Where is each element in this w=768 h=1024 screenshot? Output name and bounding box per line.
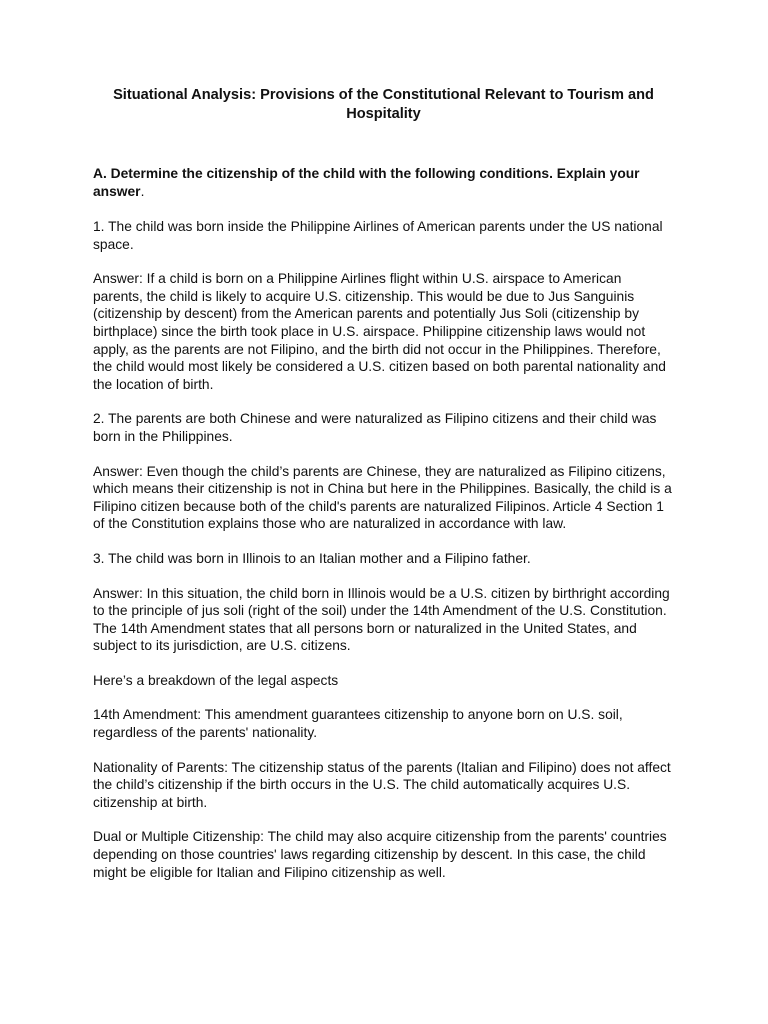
section-a-heading <box>93 165 674 201</box>
breakdown-14th-amendment: 14th Amendment: This amendment guarantees citizenship to anyone born on U.S. soil, regardless of the parents' nationality. <box>93 707 623 741</box>
section-a-heading-bold: A. Determine the citizenship of the child with the following conditions. Explain your answer <box>93 166 640 199</box>
breakdown-dual-citizenship: Dual or Multiple Citizenship: The child may also acquire citizenship from the parents' countries depending on those countries' laws regarding citizenship by descent. In this case, the child might be eligible for Italian and Filipino citizenship as well. <box>93 829 667 880</box>
question-1: 1. The child was born inside the Philippine Airlines of American parents under the US national space. <box>93 219 663 252</box>
document-title: Situational Analysis: Provisions of the Constitutional Relevant to Tourism and Hospitality <box>113 87 654 122</box>
answer-1: Answer: If a child is born on a Philippine Airlines flight within U.S. airspace to American parents, the child is likely to acquire U.S. citizenship. This would be due to Jus Sanguinis (citizenship by descent) from the American parents and potentially Jus Soli (citizenship by birthplace) since the birth took place in U.S. airspace. Philippine citizenship laws would not apply, as the parents are not Filipino, and the birth did not occur in the Philippines. Therefore, the child would most likely be considered a U.S. citizen based on both parental nationality and the location of birth. <box>93 271 666 392</box>
breakdown-intro: Here’s a breakdown of the legal aspects <box>93 672 339 688</box>
section-a-heading-tail: . <box>140 184 145 199</box>
breakdown-nationality-of-parents: Nationality of Parents: The citizenship status of the parents (Italian and Filipino) does not affect the child’s citizenship if the birth occurs in the U.S. The child automatically acquires U.S. citizenship at birth. <box>93 759 671 810</box>
question-3: 3. The child was born in Illinois to an Italian mother and a Filipino father. <box>93 550 531 566</box>
answer-3: Answer: In this situation, the child born in Illinois would be a U.S. citizen by birthright according to the principle of jus soli (right of the soil) under the 14th Amendment of the U.S. Constitution. The 14th Amendment states that all persons born or naturalized in the United States, and subject to its jurisdiction, are U.S. citizens. <box>93 585 670 654</box>
answer-2: Answer: Even though the child’s parents are Chinese, they are naturalized as Filipino citizens, which means their citizenship is not in China but here in the Philippines. Basically, the child is a Filipino citizen because both of the child's parents are naturalized Filipinos. Article 4 Section 1 of the Constitution explains those who are naturalized in accordance with law. <box>93 463 672 532</box>
question-2: 2. The parents are both Chinese and were naturalized as Filipino citizens and their child was born in the Philippines. <box>93 411 657 444</box>
